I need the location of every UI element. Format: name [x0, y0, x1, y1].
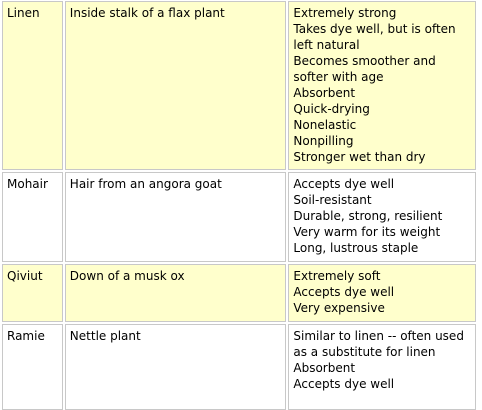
table-row-linen: [2, 1, 476, 170]
property-item: Nonelastic: [293, 118, 357, 132]
property-item: Absorbent: [293, 86, 356, 100]
fiber-name: Qiviut: [7, 269, 43, 283]
property-item: Similar to linen -- often used as a substitute for linen: [293, 329, 464, 359]
fiber-name-cell: [2, 324, 63, 410]
fiber-properties-cell: [288, 1, 476, 170]
fiber-source-cell: [65, 264, 287, 322]
table-row-ramie: [2, 324, 476, 410]
fiber-source: Inside stalk of a flax plant: [69, 6, 225, 20]
property-item: Very warm for its weight: [293, 225, 441, 239]
property-item: Long, lustrous staple: [293, 241, 419, 255]
fiber-name: Linen: [7, 6, 40, 20]
property-item: Absorbent: [293, 361, 356, 375]
table-row-qiviut: [2, 264, 476, 322]
fiber-name: Ramie: [7, 329, 45, 343]
property-item: Durable, strong, resilient: [293, 209, 443, 223]
property-item: Extremely soft: [293, 269, 381, 283]
fiber-name-cell: [2, 172, 63, 262]
fiber-name: Mohair: [7, 177, 48, 191]
fiber-properties-cell: [288, 172, 476, 262]
fiber-source: Nettle plant: [69, 329, 141, 343]
property-item: Accepts dye well: [293, 377, 395, 391]
property-item: Quick-drying: [293, 102, 370, 116]
property-item: Extremely strong: [293, 6, 397, 20]
property-item: Takes dye well, but is often left natural: [293, 22, 456, 52]
fiber-name-cell: [2, 1, 63, 170]
property-item: Soil-resistant: [293, 193, 372, 207]
fiber-source-cell: [65, 1, 287, 170]
fiber-source-cell: [65, 324, 287, 410]
property-item: Accepts dye well: [293, 177, 395, 191]
property-item: Nonpilling: [293, 134, 354, 148]
fiber-source-cell: [65, 172, 287, 262]
property-item: Becomes smoother and softer with age: [293, 54, 436, 84]
table-row-mohair: [2, 172, 476, 262]
fiber-properties-cell: [288, 324, 476, 410]
fiber-properties-cell: [288, 264, 476, 322]
fiber-source: Down of a musk ox: [69, 269, 185, 283]
property-item: Stronger wet than dry: [293, 150, 426, 164]
property-item: Very expensive: [293, 301, 385, 315]
fiber-source: Hair from an angora goat: [69, 177, 222, 191]
fiber-name-cell: [2, 264, 63, 322]
property-item: Accepts dye well: [293, 285, 395, 299]
